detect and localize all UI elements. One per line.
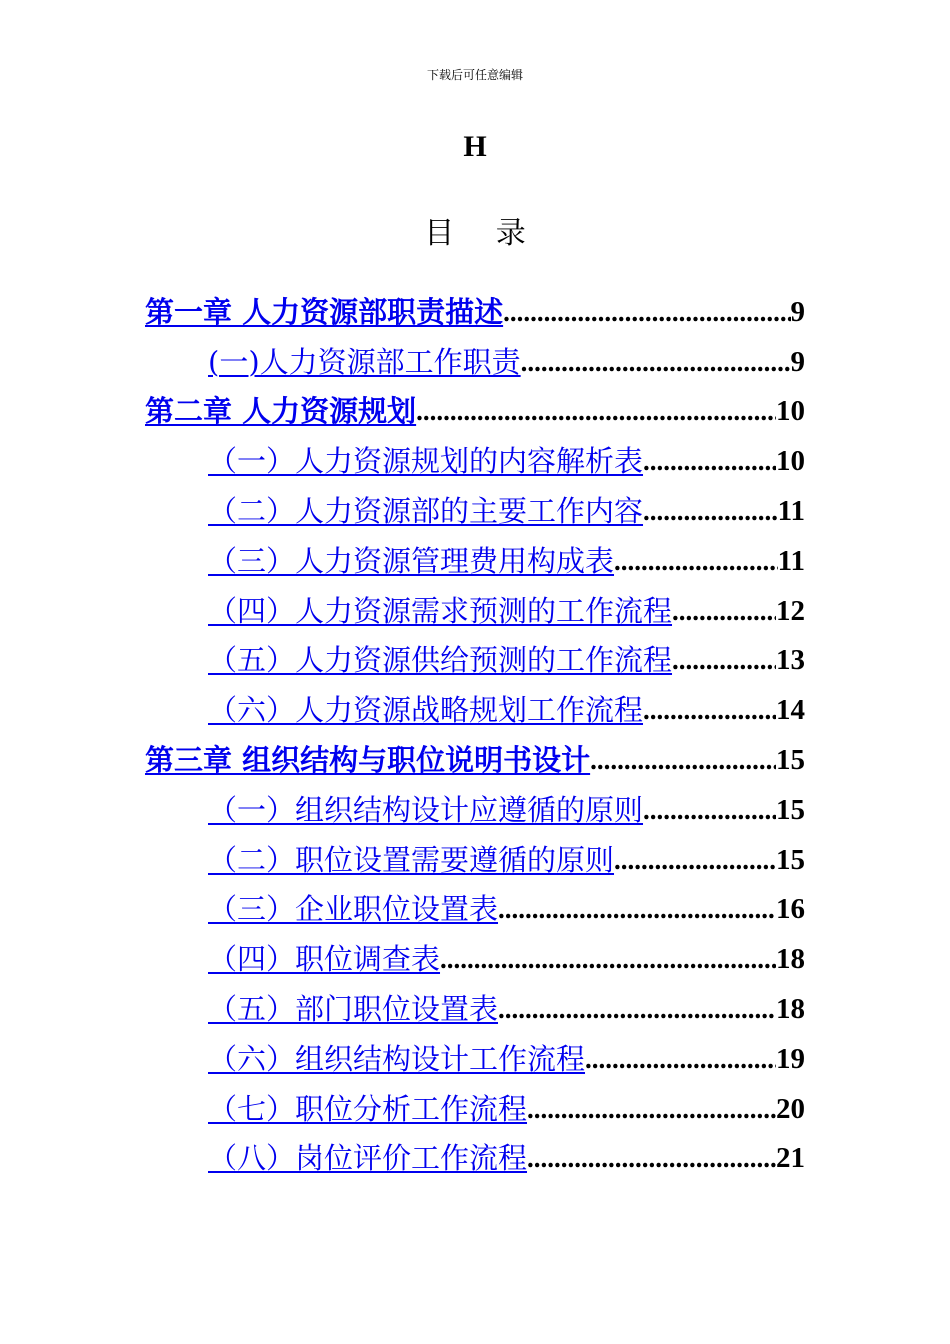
toc-page-number: 19 [776,1042,805,1075]
toc-leader-dots [498,991,776,1027]
toc-link[interactable]: （四）职位调查表 [208,942,441,977]
toc-page-number: 15 [776,843,805,876]
toc-entry [145,629,805,679]
toc-entry [145,1127,805,1177]
toc-entry [145,1077,805,1127]
toc-leader-dots [440,941,776,977]
toc-leader-dots [614,543,778,579]
document-letter: H [463,130,487,163]
toc-link[interactable]: （三）人力资源管理费用构成表 [208,543,615,578]
toc-page-number: 12 [776,594,805,627]
toc-entry [145,579,805,629]
toc-page-number: 14 [776,694,805,727]
toc-page-number: 20 [776,1092,805,1125]
toc-leader-dots [643,443,776,479]
toc-leader-dots [643,692,776,728]
toc-page-number: 18 [776,943,805,976]
toc-link[interactable]: 第一章 人力资源部职责描述 [145,294,504,329]
toc-leader-dots [643,493,778,529]
toc-entry [145,1027,805,1077]
toc-page-number: 9 [790,295,805,328]
toc-entry [145,728,805,778]
toc-entry [145,828,805,878]
toc-entry [145,280,805,330]
toc-leader-dots [527,1140,776,1176]
toc-leader-dots [585,1041,776,1077]
toc-entry [145,479,805,529]
toc-entry [145,977,805,1027]
toc-link[interactable]: 第三章 组织结构与职位说明书设计 [145,742,591,777]
toc-page-number: 13 [776,644,805,677]
toc-leader-dots [503,294,790,330]
toc-leader-dots [498,891,776,927]
table-of-contents [145,280,805,1176]
toc-link[interactable]: （六）人力资源战略规划工作流程 [208,693,644,728]
toc-page-number: 18 [776,992,805,1025]
toc-link[interactable]: （一）人力资源规划的内容解析表 [208,444,644,479]
toc-entry [145,878,805,928]
toc-page-number: 10 [776,395,805,428]
toc-link[interactable]: 第二章 人力资源规划 [145,394,417,429]
toc-entry [145,330,805,380]
toc-title: 目 录 [424,216,542,251]
toc-leader-dots [672,642,776,678]
toc-entry [145,778,805,828]
toc-link[interactable]: （六）组织结构设计工作流程 [208,1041,586,1076]
toc-leader-dots [614,842,776,878]
toc-link[interactable]: （三）企业职位设置表 [208,892,499,927]
toc-link[interactable]: （二）人力资源部的主要工作内容 [208,493,644,528]
toc-link[interactable]: （七）职位分析工作流程 [208,1091,528,1126]
toc-page-number: 11 [777,494,805,527]
toc-link[interactable]: （五）部门职位设置表 [208,991,499,1026]
toc-page-number: 15 [776,743,805,776]
page-header-note: 下载后可任意编辑 [426,68,523,82]
toc-entry [145,429,805,479]
toc-page-number: 10 [776,445,805,478]
toc-leader-dots [521,344,791,380]
toc-entry [145,678,805,728]
toc-entry [145,380,805,430]
toc-page-number: 11 [777,544,805,577]
toc-page-number: 15 [776,793,805,826]
toc-page-number: 9 [790,345,805,378]
toc-entry [145,529,805,579]
toc-leader-dots [527,1091,776,1127]
toc-entry [145,927,805,977]
toc-page-number: 16 [776,893,805,926]
toc-leader-dots [416,393,776,429]
toc-link[interactable]: （一）组织结构设计应遵循的原则 [208,792,644,827]
toc-leader-dots [590,742,776,778]
toc-link[interactable]: （二）职位设置需要遵循的原则 [208,842,615,877]
toc-link[interactable]: (一)人力资源部工作职责 [208,344,521,379]
toc-link[interactable]: （八）岗位评价工作流程 [208,1141,528,1176]
toc-page-number: 21 [776,1142,805,1175]
toc-link[interactable]: （五）人力资源供给预测的工作流程 [208,643,673,678]
toc-leader-dots [643,792,776,828]
toc-leader-dots [672,593,776,629]
toc-link[interactable]: （四）人力资源需求预测的工作流程 [208,593,673,628]
